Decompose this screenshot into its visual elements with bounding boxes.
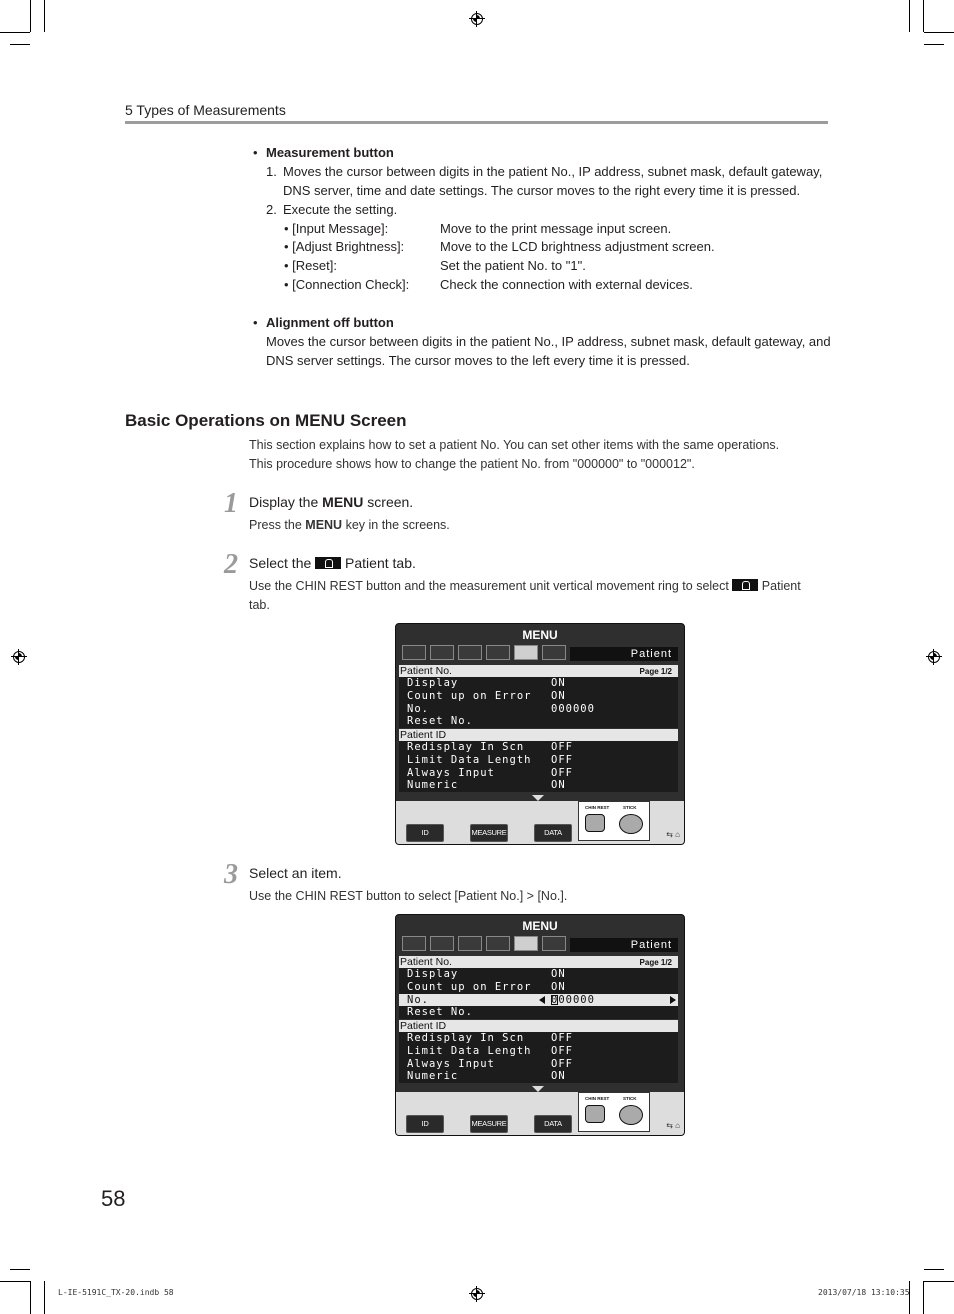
right-arrow-icon[interactable]	[670, 996, 676, 1004]
tab-measure-1[interactable]	[458, 936, 482, 951]
step-number: 3	[224, 859, 238, 890]
step-number: 2	[224, 549, 238, 580]
tab-print[interactable]	[430, 936, 454, 951]
selected-list-item[interactable]: No. 000000	[399, 994, 678, 1007]
crop-mark	[924, 44, 944, 45]
list-number: 2.	[266, 202, 277, 217]
list-item[interactable]: Reset No.	[407, 1006, 473, 1019]
step-title: Select an item.	[249, 865, 342, 881]
list-item[interactable]: Display ON	[407, 677, 566, 689]
step-desc: Use the CHIN REST button to select [Patient No.] > [No.].	[249, 889, 568, 903]
chin-rest-icon	[585, 1105, 605, 1123]
list-item[interactable]: Numeric ON	[407, 779, 566, 792]
stick-icon	[619, 1105, 643, 1125]
setting-name: • [Connection Check]:	[284, 277, 410, 292]
bullet: •	[253, 315, 258, 330]
list-item[interactable]: Limit Data Length OFF	[407, 1044, 573, 1057]
id-softkey[interactable]: ID	[406, 824, 444, 842]
control-indicator: CHIN REST STICK	[578, 1092, 650, 1132]
setting-desc: Move to the print message input screen.	[440, 221, 672, 236]
header-rule	[125, 121, 828, 124]
list-item[interactable]: Always Input OFF	[407, 766, 573, 779]
group-header: Patient No. Page 1/2	[399, 665, 678, 677]
crop-mark	[909, 0, 910, 32]
screen-title: MENU	[522, 628, 558, 642]
list-item[interactable]: Count up on Error ON	[407, 980, 566, 993]
screen-title: MENU	[522, 919, 558, 933]
list-item[interactable]: Numeric ON	[407, 1070, 566, 1083]
list-item[interactable]: Limit Data Length OFF	[407, 753, 573, 766]
list-item[interactable]: Always Input OFF	[407, 1057, 573, 1070]
list-item[interactable]: Display ON	[407, 968, 566, 980]
footer-date: 2013/07/18 13:10:35	[818, 1288, 910, 1297]
step-desc: Use the CHIN REST button and the measurement unit vertical movement ring to select Patient	[249, 579, 801, 593]
step-title: Display the MENU screen.	[249, 494, 414, 510]
setting-desc: Move to the LCD brightness adjustment screen.	[440, 239, 715, 254]
footer-file: L-IE-5191C_TX-20.indb 58	[58, 1288, 174, 1297]
data-softkey[interactable]: DATA	[534, 1115, 572, 1133]
list-item[interactable]: Redisplay In Scn OFF	[407, 741, 573, 753]
id-softkey[interactable]: ID	[406, 1115, 444, 1133]
group-header: Patient ID	[399, 729, 678, 741]
crop-mark	[10, 44, 30, 45]
settings-list	[399, 968, 678, 1019]
list-item-text: DNS server, time and date settings. The cursor moves to the right every time it is pressed.	[283, 183, 801, 198]
crop-mark	[924, 32, 954, 33]
patient-tab-icon	[315, 557, 341, 569]
tab-label: Patient	[570, 647, 678, 661]
setting-name: • [Adjust Brightness]:	[284, 239, 405, 254]
group-header: Patient ID	[399, 1020, 678, 1032]
settings-list	[399, 1032, 678, 1083]
chin-rest-icon	[585, 814, 605, 832]
tab-display[interactable]	[402, 645, 426, 660]
step-title: Select the Patient tab.	[249, 555, 416, 571]
measure-softkey[interactable]: MEASURE	[470, 824, 508, 842]
tab-patient[interactable]	[514, 645, 538, 660]
list-item-text: Moves the cursor between digits in the patient No., IP address, subnet mask, default gateway,	[283, 164, 823, 179]
paragraph: DNS server settings. The cursor moves to the left every time it is pressed.	[266, 353, 690, 368]
crop-mark	[923, 1281, 924, 1314]
step-desc: Press the MENU key in the screens.	[249, 518, 450, 532]
setting-desc: Check the connection with external devices.	[440, 277, 693, 292]
list-item[interactable]: No. 000000	[407, 702, 595, 715]
menu-screen-2	[395, 914, 685, 1136]
crop-mark	[30, 1281, 31, 1314]
list-item[interactable]: Redisplay In Scn OFF	[407, 1032, 573, 1044]
setting-name: • [Input Message]:	[284, 221, 389, 236]
crop-mark	[44, 0, 45, 32]
tab-measure-2[interactable]	[486, 645, 510, 660]
measure-softkey[interactable]: MEASURE	[470, 1115, 508, 1133]
crop-mark	[924, 1269, 944, 1270]
list-item[interactable]: Count up on Error ON	[407, 689, 566, 702]
step-desc: tab.	[249, 598, 270, 612]
data-softkey[interactable]: DATA	[534, 824, 572, 842]
usb-icon: ⇆ ⌂	[666, 1121, 680, 1130]
list-number: 1.	[266, 164, 277, 179]
tab-display[interactable]	[402, 936, 426, 951]
crop-mark	[44, 1281, 45, 1314]
section-intro: This section explains how to set a patient No. You can set other items with the same operations.	[249, 438, 780, 452]
registration-mark-icon	[469, 11, 485, 27]
section-title: Basic Operations on MENU Screen	[125, 411, 407, 430]
stick-icon	[619, 814, 643, 834]
left-arrow-icon[interactable]	[539, 996, 545, 1004]
registration-mark-icon	[11, 649, 27, 665]
crop-mark	[923, 0, 924, 32]
list-item[interactable]: Reset No.	[407, 715, 473, 728]
tab-measure-2[interactable]	[486, 936, 510, 951]
menu-screen-1	[395, 623, 685, 845]
setting-name: • [Reset]:	[284, 258, 337, 273]
crop-mark	[30, 0, 31, 32]
digit-cursor	[551, 995, 558, 1005]
usb-icon: ⇆ ⌂	[666, 830, 680, 839]
control-indicator: CHIN REST STICK	[578, 801, 650, 841]
tab-label: Patient	[570, 938, 678, 952]
crop-mark	[0, 32, 30, 33]
tab-print[interactable]	[430, 645, 454, 660]
alignment-button-title: Alignment off button	[266, 315, 394, 330]
crop-mark	[10, 1269, 30, 1270]
bullet: •	[253, 145, 258, 160]
tab-tools[interactable]	[542, 936, 566, 951]
page-number: 58	[101, 1186, 126, 1211]
settings-list	[399, 677, 678, 728]
tab-measure-1[interactable]	[458, 645, 482, 660]
tab-patient[interactable]	[514, 936, 538, 951]
list-item-text: Execute the setting.	[283, 202, 398, 217]
group-header: Patient No. Page 1/2	[399, 956, 678, 968]
paragraph: Moves the cursor between digits in the patient No., IP address, subnet mask, default gateway, and	[266, 334, 831, 349]
step-number: 1	[224, 488, 238, 519]
setting-desc: Set the patient No. to "1".	[440, 258, 586, 273]
registration-mark-icon	[469, 1286, 485, 1302]
crop-mark	[924, 1281, 954, 1282]
patient-tab-icon	[732, 579, 758, 591]
settings-list	[399, 741, 678, 792]
crop-mark	[0, 1281, 30, 1282]
crop-mark	[909, 1281, 910, 1314]
chapter-header: 5 Types of Measurements	[125, 102, 286, 118]
tab-tools[interactable]	[542, 645, 566, 660]
registration-mark-icon	[926, 649, 942, 665]
measurement-button-title: Measurement button	[266, 145, 394, 160]
section-intro: This procedure shows how to change the patient No. from "000000" to "000012".	[249, 457, 695, 471]
